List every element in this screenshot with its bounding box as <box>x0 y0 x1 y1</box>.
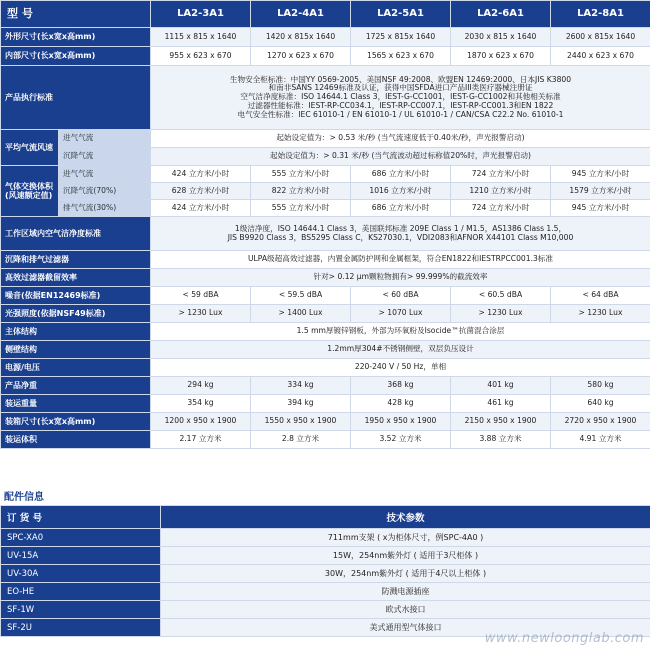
text-line: 过滤器性能标准：IEST-RP-CC034.1，IEST-RP-CC007.1，IEST-RP-CC001.3和EN 1822 <box>247 100 554 110</box>
row-label: 内部尺寸(长x宽x高mm) <box>1 47 151 66</box>
accessories-table <box>0 505 650 637</box>
cell: 针对> 0.12 μm颗粒物拥有> 99.999%的截流效率 <box>151 269 650 287</box>
cell: 428 kg <box>351 395 451 413</box>
standards-text <box>151 66 650 130</box>
row-label: 气体交换体积(风速额定值) <box>1 166 59 217</box>
cell: 1210 立方米/小时 <box>451 183 551 200</box>
cell: 724 立方米/小时 <box>451 200 551 217</box>
cell: 955 x 623 x 670 <box>151 47 251 66</box>
row-label: 电源/电压 <box>1 359 151 377</box>
row-label: 装运体积 <box>1 431 151 449</box>
model-column: LA2-4A1 <box>251 1 351 28</box>
order-number-header: 订 货 号 <box>1 506 161 529</box>
accessories-title: 配件信息 <box>4 492 44 503</box>
row-shipping-volume <box>1 431 650 449</box>
cell: 220-240 V / 50 Hz，单相 <box>151 359 650 377</box>
cleanliness-text <box>151 217 650 251</box>
accessory-code: EO-HE <box>1 583 161 601</box>
text-line: 电气安全性标准：IEC 61010-1 / EN 61010-1 / UL 61010-1 / CAN/CSA C22.2 No. 61010-1 <box>237 109 564 119</box>
cell: 686 立方米/小时 <box>351 200 451 217</box>
accessory-code: UV-30A <box>1 565 161 583</box>
cell: > 1230 Lux <box>151 305 251 323</box>
row-standards <box>1 66 650 130</box>
row-label: 产品执行标准 <box>1 66 151 130</box>
cell: 368 kg <box>351 377 451 395</box>
cell: 555 立方米/小时 <box>251 166 351 183</box>
row-volume-downflow <box>1 183 650 200</box>
cell: 334 kg <box>251 377 351 395</box>
model-column: LA2-3A1 <box>151 1 251 28</box>
text-line: 1级洁净度，ISO 14644.1 Class 3，美国联邦标准 209E Class 1 / M1.5，AS1386 Class 1.5， <box>234 223 567 233</box>
model-header-row <box>1 1 650 28</box>
cell: 1.5 mm厚镀锌钢板，外部为环氧粉及Isocide™抗菌混合涂层 <box>151 323 650 341</box>
row-label: 主体结构 <box>1 323 151 341</box>
accessory-desc: 欧式水接口 <box>161 601 650 619</box>
model-header-label: 型 号 <box>1 1 151 28</box>
sub-label: 沉降气流(70%) <box>59 183 151 200</box>
cell: > 1230 Lux <box>451 305 551 323</box>
cell: 1.2mm厚304#不锈钢侧壁，双层负压设计 <box>151 341 650 359</box>
accessory-desc: 711mm支架 ( x为柜体尺寸，例SPC-4A0 ) <box>161 529 650 547</box>
cell: 1725 x 815x 1640 <box>351 28 451 47</box>
cell: 724 立方米/小时 <box>451 166 551 183</box>
cell: 4.91 立方米 <box>551 431 650 449</box>
row-power <box>1 359 650 377</box>
row-label: 侧壁结构 <box>1 341 151 359</box>
sub-label: 进气气流 <box>59 166 151 183</box>
accessory-row <box>1 601 650 619</box>
row-label: 高效过滤器截留效率 <box>1 269 151 287</box>
row-label: 工作区域内空气洁净度标准 <box>1 217 151 251</box>
cell: 1420 x 815x 1640 <box>251 28 351 47</box>
cell: 354 kg <box>151 395 251 413</box>
cell: 628 立方米/小时 <box>151 183 251 200</box>
cell: > 1230 Lux <box>551 305 650 323</box>
accessory-code: SF-2U <box>1 619 161 637</box>
cell: 1270 x 623 x 670 <box>251 47 351 66</box>
accessory-code: SPC-XA0 <box>1 529 161 547</box>
cell: 461 kg <box>451 395 551 413</box>
row-airflow-downflow <box>1 148 650 166</box>
cell: 424 立方米/小时 <box>151 200 251 217</box>
cell: 1200 x 950 x 1900 <box>151 413 251 431</box>
cell: 945 立方米/小时 <box>551 166 650 183</box>
accessories-header-row <box>1 506 650 529</box>
row-packing-dimensions <box>1 413 650 431</box>
sub-label: 进气气流 <box>59 130 151 148</box>
cell: 2600 x 815x 1640 <box>551 28 650 47</box>
row-body-structure <box>1 323 650 341</box>
row-volume-exhaust <box>1 200 650 217</box>
text-line: 和南非SANS 12469标准及认证，获得中国SFDA进口产品III类医疗器械注册证 <box>268 83 533 93</box>
row-label: 装箱尺寸(长x宽x高mm) <box>1 413 151 431</box>
cell: < 60 dBA <box>351 287 451 305</box>
sub-label: 沉降气流 <box>59 148 151 166</box>
cell: < 59 dBA <box>151 287 251 305</box>
cell: 1016 立方米/小时 <box>351 183 451 200</box>
row-airflow-inflow <box>1 130 650 148</box>
accessory-desc: 美式通用型气体接口 <box>161 619 650 637</box>
accessory-code: UV-15A <box>1 547 161 565</box>
cell: 起始设定值为：> 0.53 米/秒 (当气流速度低于0.40米/秒，声光报警启动) <box>151 130 650 148</box>
cell: ULPA级超高效过滤器，内置金属防护网和金属框架，符合EN1822和IESTRPCC001.3标准 <box>151 251 650 269</box>
cell: 424 立方米/小时 <box>151 166 251 183</box>
cell: 945 立方米/小时 <box>551 200 650 217</box>
cell: 2440 x 623 x 670 <box>551 47 650 66</box>
row-label: 外形尺寸(长x宽x高mm) <box>1 28 151 47</box>
cell: 起始设定值为：> 0.31 米/秒 (当气流波动超过标称值20%时，声光报警启动) <box>151 148 650 166</box>
cell: 555 立方米/小时 <box>251 200 351 217</box>
tech-params-header: 技术参数 <box>161 506 650 529</box>
accessory-code: SF-1W <box>1 601 161 619</box>
cell: 640 kg <box>551 395 650 413</box>
cell: 580 kg <box>551 377 650 395</box>
row-volume-inflow <box>1 166 650 183</box>
cell: < 60.5 dBA <box>451 287 551 305</box>
sub-label: 排气气流(30%) <box>59 200 151 217</box>
row-noise <box>1 287 650 305</box>
cell: 1115 x 815 x 1640 <box>151 28 251 47</box>
row-label: 装运重量 <box>1 395 151 413</box>
cell: 3.88 立方米 <box>451 431 551 449</box>
cell: 2720 x 950 x 1900 <box>551 413 650 431</box>
cell: 3.52 立方米 <box>351 431 451 449</box>
model-column: LA2-5A1 <box>351 1 451 28</box>
row-cleanliness <box>1 217 650 251</box>
cell: 294 kg <box>151 377 251 395</box>
text-line: 生物安全柜标准：中国YY 0569-2005、美国NSF 49:2008、欧盟EN 12469:2000、日本JIS K3800 <box>229 74 572 84</box>
accessory-desc: 防溅电源插座 <box>161 583 650 601</box>
row-filters <box>1 251 650 269</box>
accessory-row <box>1 583 650 601</box>
accessory-desc: 15W，254nm紫外灯 ( 适用于3尺柜体 ) <box>161 547 650 565</box>
cell: < 64 dBA <box>551 287 650 305</box>
row-shipping-weight <box>1 395 650 413</box>
accessory-row <box>1 565 650 583</box>
text-line: 空气洁净度标准：ISO 14644.1 Class 3，IEST-G-CC1001，IEST-G-CC1002和其他相关标准 <box>240 92 561 102</box>
model-column: LA2-8A1 <box>551 1 650 28</box>
cell: > 1400 Lux <box>251 305 351 323</box>
model-column: LA2-6A1 <box>451 1 551 28</box>
row-label: 平均气流风速 <box>1 130 59 166</box>
row-net-weight <box>1 377 650 395</box>
row-label: 噪音(依据EN12469标准) <box>1 287 151 305</box>
cell: > 1070 Lux <box>351 305 451 323</box>
row-light <box>1 305 650 323</box>
accessory-row <box>1 529 650 547</box>
accessory-row <box>1 547 650 565</box>
cell: 394 kg <box>251 395 351 413</box>
text-line: JIS B9920 Class 3，BS5295 Class C，KS27030.1，VDI2083和AFNOR X44101 Class M10,000 <box>227 232 574 242</box>
cell: 2.8 立方米 <box>251 431 351 449</box>
row-inner-dimensions <box>1 47 650 66</box>
row-label: 光强照度(依据NSF49标准) <box>1 305 151 323</box>
row-side-structure <box>1 341 650 359</box>
row-efficiency <box>1 269 650 287</box>
cell: 1870 x 623 x 670 <box>451 47 551 66</box>
cell: 2150 x 950 x 1900 <box>451 413 551 431</box>
watermark: www.newloonglab.com <box>484 631 644 646</box>
cell: 686 立方米/小时 <box>351 166 451 183</box>
row-label: 沉降和排气过滤器 <box>1 251 151 269</box>
row-label: 产品净重 <box>1 377 151 395</box>
accessory-desc: 30W，254nm紫外灯 ( 适用于4尺以上柜体 ) <box>161 565 650 583</box>
cell: 1550 x 950 x 1900 <box>251 413 351 431</box>
cell: 2.17 立方米 <box>151 431 251 449</box>
cell: 1950 x 950 x 1900 <box>351 413 451 431</box>
cell: 1565 x 623 x 670 <box>351 47 451 66</box>
cell: 1579 立方米/小时 <box>551 183 650 200</box>
cell: < 59.5 dBA <box>251 287 351 305</box>
cell: 822 立方米/小时 <box>251 183 351 200</box>
row-outer-dimensions <box>1 28 650 47</box>
cell: 2030 x 815 x 1640 <box>451 28 551 47</box>
cell: 401 kg <box>451 377 551 395</box>
